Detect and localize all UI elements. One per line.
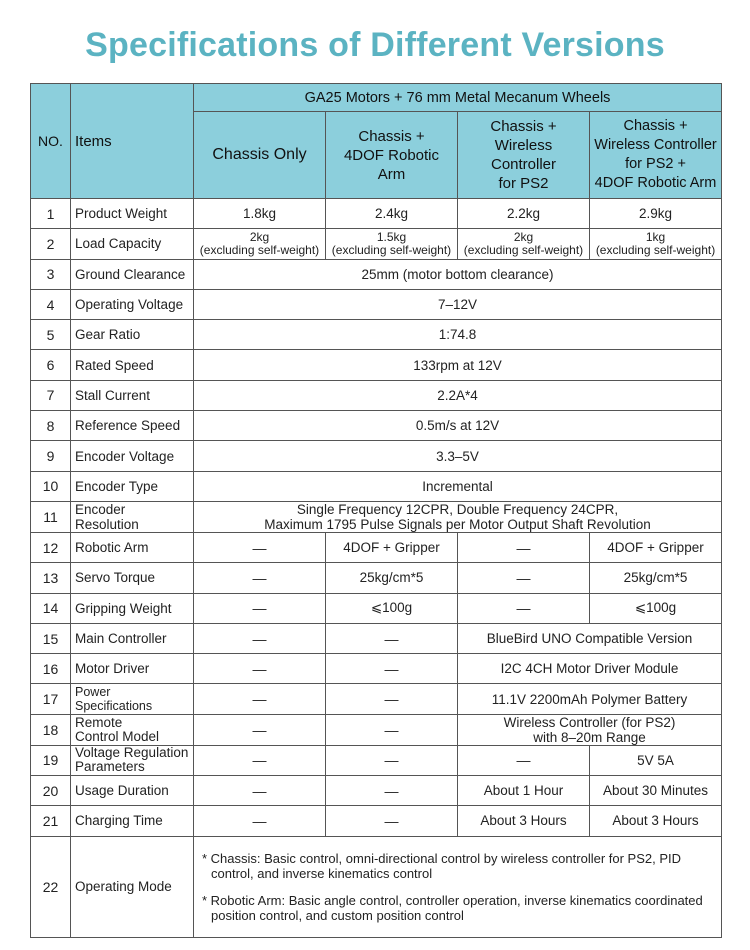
row-number: 10 (31, 471, 71, 501)
header-version-4-line4: 4DOF Robotic Arm (594, 175, 717, 191)
row-number: 12 (31, 532, 71, 562)
header-version-1 (194, 112, 326, 199)
item-line-1: Remote (75, 714, 123, 730)
table-row (31, 836, 722, 937)
row-value: 2.2kg (458, 199, 590, 229)
header-version-2 (326, 112, 458, 199)
header-version-1-line1: Chassis Only (212, 146, 307, 163)
row-value: — (326, 745, 458, 775)
row-value-all: 7–12V (194, 289, 722, 319)
table-row (31, 654, 722, 684)
row-value: ⩽100g (326, 593, 458, 623)
page-title: Specifications of Different Versions (85, 26, 665, 64)
row-value: — (194, 745, 326, 775)
table-row (31, 380, 722, 410)
row-number: 21 (31, 806, 71, 836)
row-number: 6 (31, 350, 71, 380)
load-value: 1.5kg (376, 229, 407, 244)
row-number: 22 (31, 836, 71, 937)
row-number: 9 (31, 441, 71, 471)
table-row (31, 593, 722, 623)
row-value: — (194, 563, 326, 593)
row-value: — (326, 623, 458, 653)
row-value: — (326, 684, 458, 714)
header-version-4-line1: Chassis + (623, 118, 688, 134)
row-item: Encoder Voltage (71, 441, 194, 471)
row-value: 25kg/cm*5 (590, 563, 722, 593)
table-row (31, 745, 722, 775)
row-value: — (326, 654, 458, 684)
row-value (326, 229, 458, 259)
row-value: — (194, 532, 326, 562)
load-note: (excluding self-weight) (463, 242, 584, 257)
row-value-pair: BlueBird UNO Compatible Version (458, 623, 722, 653)
row-value-all: 25mm (motor bottom clearance) (194, 259, 722, 289)
row-value: About 3 Hours (458, 806, 590, 836)
row-value (194, 229, 326, 259)
row-value: — (326, 806, 458, 836)
load-value: 2kg (249, 229, 270, 244)
load-note: (excluding self-weight) (331, 242, 452, 257)
row-value: — (194, 776, 326, 806)
row-item: Product Weight (71, 199, 194, 229)
spec-table (30, 83, 722, 938)
row-value: — (194, 684, 326, 714)
row-item: Load Capacity (71, 229, 194, 259)
row-item: Usage Duration (71, 776, 194, 806)
row-item: Gear Ratio (71, 320, 194, 350)
row-value: — (458, 532, 590, 562)
header-version-4-line2: Wireless Controller (594, 137, 717, 153)
header-version-3-line2: Wireless (494, 137, 553, 154)
header-version-4 (590, 112, 722, 199)
row-item: Stall Current (71, 380, 194, 410)
table-row (31, 623, 722, 653)
row-number: 18 (31, 714, 71, 745)
row-value: About 3 Hours (590, 806, 722, 836)
header-version-3-line3: Controller (490, 156, 557, 173)
row-value: — (194, 714, 326, 745)
row-value-all (194, 501, 722, 532)
row-number: 4 (31, 289, 71, 319)
table-row (31, 229, 722, 259)
table-row (31, 411, 722, 441)
row-item: Reference Speed (71, 411, 194, 441)
row-value: — (458, 563, 590, 593)
row-number: 19 (31, 745, 71, 775)
table-row (31, 563, 722, 593)
row-item: Motor Driver (71, 654, 194, 684)
row-item: Encoder Type (71, 471, 194, 501)
row-value-pair: 11.1V 2200mAh Polymer Battery (458, 684, 722, 714)
operating-mode-cell (194, 836, 722, 937)
header-version-4-line3: for PS2 + (625, 156, 686, 172)
row-value-pair (458, 714, 722, 745)
row-number: 8 (31, 411, 71, 441)
table-row (31, 501, 722, 532)
row-value-all: 3.3–5V (194, 441, 722, 471)
row-number: 3 (31, 259, 71, 289)
load-note: (excluding self-weight) (595, 242, 716, 257)
item-line-1: Voltage Regulation (75, 745, 189, 761)
row-item (71, 714, 194, 745)
row-value-all: 1:74.8 (194, 320, 722, 350)
remote-line-1: Wireless Controller (for PS2) (503, 714, 676, 730)
row-item: Gripping Weight (71, 593, 194, 623)
row-value-all: Incremental (194, 471, 722, 501)
row-item: Robotic Arm (71, 532, 194, 562)
row-number: 7 (31, 380, 71, 410)
table-row (31, 350, 722, 380)
row-item: Operating Voltage (71, 289, 194, 319)
row-value: — (194, 806, 326, 836)
row-value: 2.9kg (590, 199, 722, 229)
header-version-2-line1: Chassis + (358, 127, 425, 145)
row-value-all: 133rpm at 12V (194, 350, 722, 380)
table-row (31, 714, 722, 745)
row-value: ⩽100g (590, 593, 722, 623)
table-row (31, 199, 722, 229)
table-row (31, 289, 722, 319)
row-item: Charging Time (71, 806, 194, 836)
row-value: — (326, 776, 458, 806)
load-value: 1kg (645, 229, 666, 244)
row-number: 20 (31, 776, 71, 806)
header-version-3 (458, 112, 590, 199)
header-group: GA25 Motors + 76 mm Metal Mecanum Wheels (194, 84, 722, 112)
row-item: Rated Speed (71, 350, 194, 380)
table-row (31, 684, 722, 714)
row-value-all: 2.2A*4 (194, 380, 722, 410)
row-value: 5V 5A (590, 745, 722, 775)
row-value: About 1 Hour (458, 776, 590, 806)
table-row (31, 776, 722, 806)
table-row (31, 441, 722, 471)
row-item (71, 745, 194, 775)
item-line-2: Parameters (75, 759, 145, 775)
row-item: Power Specifications (71, 684, 194, 714)
row-value: — (194, 593, 326, 623)
load-note: (excluding self-weight) (199, 242, 320, 257)
header-group-row (31, 84, 722, 112)
row-number: 14 (31, 593, 71, 623)
row-value-all: 0.5m/s at 12V (194, 411, 722, 441)
row-item: Ground Clearance (71, 259, 194, 289)
row-number: 1 (31, 199, 71, 229)
encoder-line-2: Maximum 1795 Pulse Signals per Motor Output Shaft Revolution (264, 516, 651, 532)
header-version-3-line4: for PS2 (498, 175, 549, 192)
row-number: 15 (31, 623, 71, 653)
row-value: 25kg/cm*5 (326, 563, 458, 593)
row-item: Main Controller (71, 623, 194, 653)
table-row (31, 471, 722, 501)
row-value: 4DOF + Gripper (590, 532, 722, 562)
row-value: 1.8kg (194, 199, 326, 229)
row-item: Encoder Resolution (71, 501, 194, 532)
table-row (31, 259, 722, 289)
load-value: 2kg (513, 229, 534, 244)
row-value: — (458, 593, 590, 623)
row-value: — (458, 745, 590, 775)
row-value (590, 229, 722, 259)
row-item: Servo Torque (71, 563, 194, 593)
row-value: 2.4kg (326, 199, 458, 229)
item-line-2: Control Model (75, 728, 160, 744)
header-items: Items (71, 84, 194, 199)
row-number: 16 (31, 654, 71, 684)
row-value: 4DOF + Gripper (326, 532, 458, 562)
row-number: 13 (31, 563, 71, 593)
table-row (31, 806, 722, 836)
row-value: — (194, 654, 326, 684)
row-number: 11 (31, 501, 71, 532)
operating-mode-robotic-arm: * Robotic Arm: Basic angle control, controller operation, inverse kinematics coordinated position control, and custom position control (202, 892, 703, 923)
header-version-2-line3: Arm (377, 165, 406, 183)
row-value: About 30 Minutes (590, 776, 722, 806)
header-no: NO. (31, 84, 71, 199)
table-row (31, 320, 722, 350)
row-number: 5 (31, 320, 71, 350)
row-value (458, 229, 590, 259)
row-value-pair: I2C 4CH Motor Driver Module (458, 654, 722, 684)
row-item: Operating Mode (71, 836, 194, 937)
row-value: — (326, 714, 458, 745)
header-version-2-line2: 4DOF Robotic (343, 146, 440, 164)
row-number: 17 (31, 684, 71, 714)
header-version-3-line1: Chassis + (490, 118, 557, 135)
remote-line-2: with 8–20m Range (533, 729, 646, 745)
row-number: 2 (31, 229, 71, 259)
table-row (31, 532, 722, 562)
row-value: — (194, 623, 326, 653)
encoder-line-1: Single Frequency 12CPR, Double Frequency 24CPR, (296, 501, 619, 517)
operating-mode-chassis: * Chassis: Basic control, omni-directional control by wireless controller for PS2, PID control, and inverse kinematics control (202, 850, 682, 881)
